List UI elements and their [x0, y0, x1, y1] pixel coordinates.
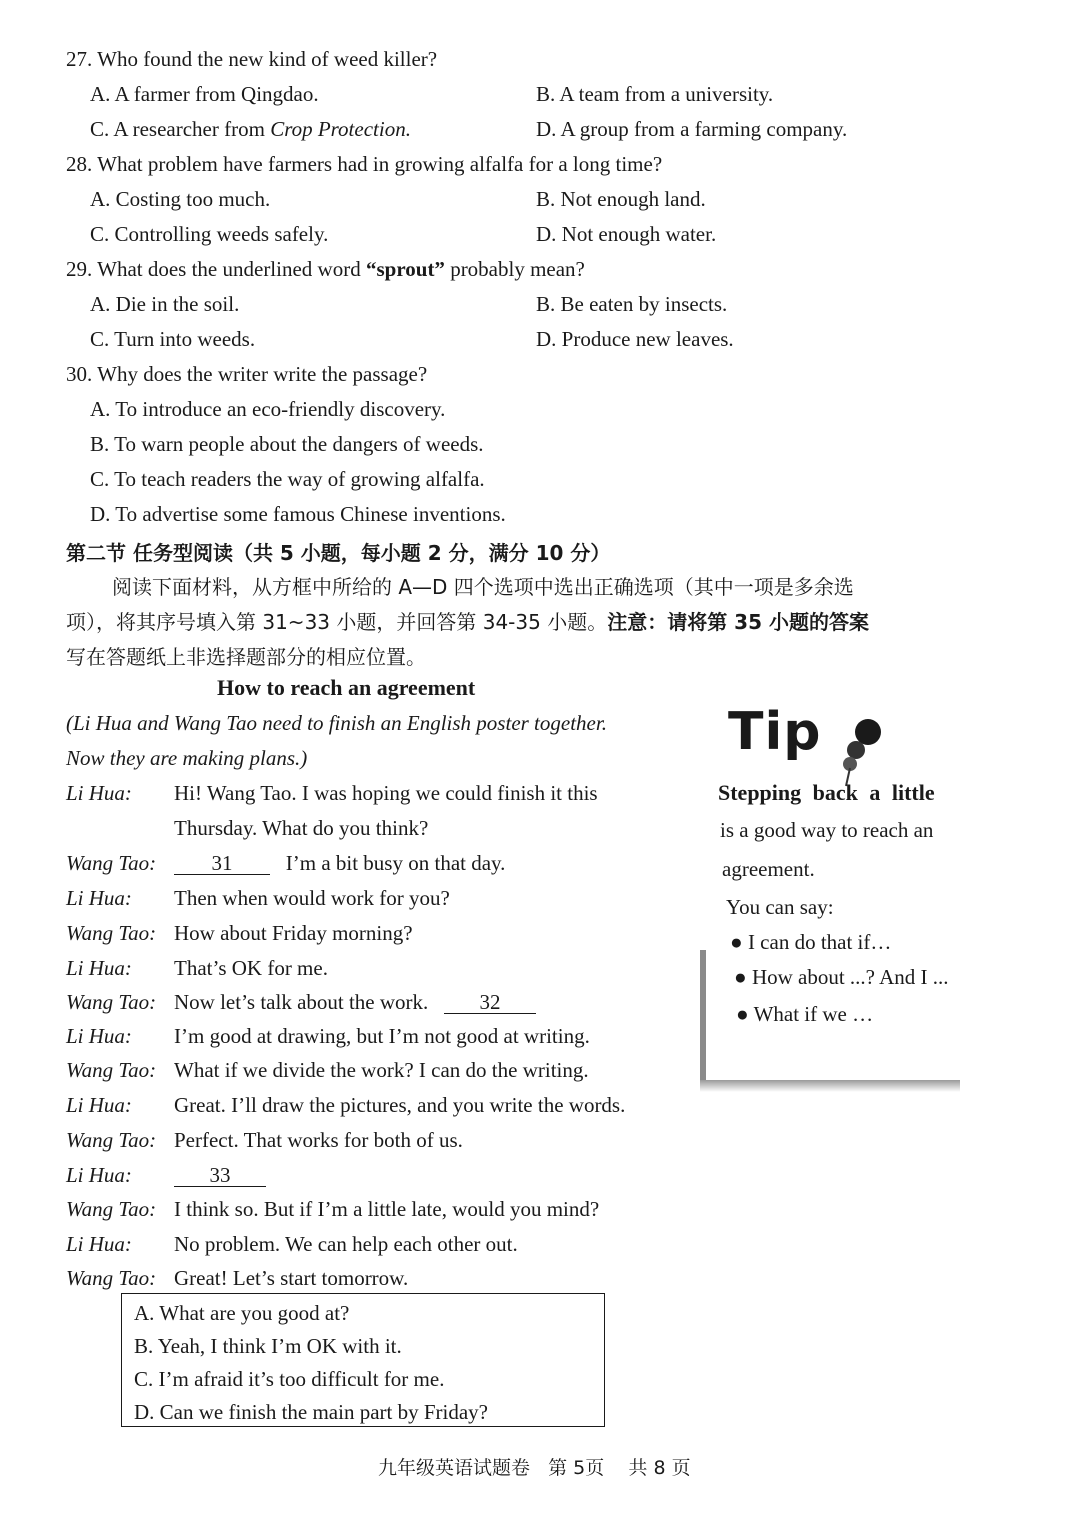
choice-d: D. Can we finish the main part by Friday?	[134, 1400, 489, 1424]
tip-title: Tip	[728, 702, 822, 762]
question-28-option-c: C. Controlling weeds safely.	[90, 222, 329, 246]
dialogue-text: Great. I’ll draw the pictures, and you write the words.	[174, 1093, 626, 1117]
question-30-option-b: B. To warn people about the dangers of weeds.	[90, 432, 484, 456]
dialogue-text-before-blank: Now let’s talk about the work.	[174, 990, 429, 1014]
question-27-option-b: B. A team from a university.	[536, 82, 774, 106]
question-29-option-d: D. Produce new leaves.	[536, 327, 734, 351]
dialogue-text: What if we divide the work? I can do the writing.	[174, 1058, 589, 1082]
question-29-option-a: A. Die in the soil.	[90, 292, 240, 316]
choices-box	[121, 1293, 605, 1427]
dialogue-speaker: Wang Tao:	[66, 1058, 157, 1082]
dialogue-speaker: Wang Tao:	[66, 921, 157, 945]
dialogue-text	[174, 851, 505, 876]
dialogue-speaker: Li Hua:	[66, 781, 132, 805]
question-29-keyword: “sprout”	[365, 257, 445, 281]
dialogue-text: Great! Let’s start tomorrow.	[174, 1266, 409, 1290]
tip-bullet: ● How about ...? And I ...	[734, 965, 949, 989]
dialogue-text: I’m good at drawing, but I’m not good at writing.	[174, 1024, 590, 1048]
dialogue-speaker: Li Hua:	[66, 956, 132, 980]
dialogue-speaker: Li Hua:	[66, 1093, 132, 1117]
passage-intro-line-2: Now they are making plans.)	[66, 746, 308, 770]
question-27-option-c-italic: Crop Protection.	[270, 117, 411, 141]
dialogue-text: That’s OK for me.	[174, 956, 328, 980]
tip-note-curl	[700, 1080, 960, 1092]
question-30-option-a: A. To introduce an eco-friendly discovery.	[90, 397, 446, 421]
dialogue-text-after-blank: I’m a bit busy on that day.	[285, 851, 506, 875]
tip-bullet: ● I can do that if…	[730, 930, 892, 954]
dialogue-text	[174, 1163, 266, 1188]
dialogue-speaker: Wang Tao:	[66, 990, 157, 1014]
dialogue-text: Hi! Wang Tao. I was hoping we could finish it this	[174, 781, 598, 805]
dialogue-speaker: Wang Tao:	[66, 1266, 157, 1290]
tip-line-3: You can say:	[726, 895, 834, 919]
question-27-option-c	[90, 117, 411, 142]
dialogue-speaker: Li Hua:	[66, 1232, 132, 1256]
tip-line-1: is a good way to reach an	[720, 818, 934, 842]
question-28-option-d: D. Not enough water.	[536, 222, 717, 246]
tip-note	[700, 700, 990, 1095]
question-30-option-d: D. To advertise some famous Chinese inventions.	[90, 502, 506, 526]
question-29-option-b: B. Be eaten by insects.	[536, 292, 728, 316]
passage-intro-line-1: (Li Hua and Wang Tao need to finish an English poster together.	[66, 711, 607, 735]
question-27-option-a: A. A farmer from Qingdao.	[90, 82, 319, 106]
dialogue-speaker: Wang Tao:	[66, 1128, 157, 1152]
tip-note-shadow	[700, 950, 706, 1090]
question-28-option-a: A. Costing too much.	[90, 187, 271, 211]
section-heading: 第二节 任务型阅读（共 5 小题，每小题 2 分，满分 10 分）	[66, 541, 611, 565]
dialogue-text: Perfect. That works for both of us.	[174, 1128, 463, 1152]
page-footer: 九年级英语试题卷 第 5页 共 8 页	[378, 1457, 691, 1479]
instruction-line-1: 阅读下面材料，从方框中所给的 A—D 四个选项中选出正确选项（其中一项是多余选	[112, 575, 854, 599]
tip-bullet: ● What if we …	[736, 1002, 874, 1026]
question-27-option-d: D. A group from a farming company.	[536, 117, 848, 141]
dialogue-text: No problem. We can help each other out.	[174, 1232, 518, 1256]
dialogue-text: Then when would work for you?	[174, 886, 450, 910]
dialogue-text: How about Friday morning?	[174, 921, 413, 945]
tip-bullet-text: I can do that if…	[747, 930, 892, 954]
tip-headline: Stepping back a little	[718, 780, 935, 805]
question-29-option-c: C. Turn into weeds.	[90, 327, 256, 351]
instruction-note: 注意：请将第 35 小题的答案	[607, 610, 869, 634]
dialogue-speaker: Li Hua:	[66, 1024, 132, 1048]
tip-bullet-text: How about ...? And I ...	[751, 965, 949, 989]
question-27-stem: 27. Who found the new kind of weed killer?	[66, 47, 438, 71]
choice-c: C. I’m afraid it’s too difficult for me.	[134, 1367, 445, 1391]
blank-33[interactable]: 33	[174, 1164, 266, 1187]
instruction-line-3: 写在答题纸上非选择题部分的相应位置。	[66, 645, 426, 669]
instruction-line-2	[66, 606, 869, 635]
dialogue-text: Thursday. What do you think?	[174, 816, 429, 840]
choice-a: A. What are you good at?	[134, 1301, 350, 1325]
blank-31[interactable]: 31	[174, 852, 270, 875]
question-30-stem: 30. Why does the writer write the passage?	[66, 362, 428, 386]
dialogue-text	[174, 990, 536, 1015]
instruction-line-2-text: 项），将其序号填入第 31~33 小题，并回答第 34-35 小题。	[66, 610, 608, 634]
dialogue-speaker: Li Hua:	[66, 1163, 132, 1187]
dialogue-speaker: Wang Tao:	[66, 1197, 157, 1221]
tip-line-2: agreement.	[722, 857, 815, 881]
passage-title: How to reach an agreement	[217, 675, 476, 700]
tip-bullet-text: What if we …	[753, 1002, 874, 1026]
question-29-stem-post: probably mean?	[444, 257, 585, 281]
question-29-stem	[66, 257, 585, 282]
dialogue-speaker: Li Hua:	[66, 886, 132, 910]
question-29-stem-pre: 29. What does the underlined word	[66, 257, 366, 281]
blank-32[interactable]: 32	[444, 991, 536, 1014]
choice-b: B. Yeah, I think I’m OK with it.	[134, 1334, 402, 1358]
dialogue-speaker: Wang Tao:	[66, 851, 157, 875]
dialogue-text: I think so. But if I’m a little late, would you mind?	[174, 1197, 600, 1221]
question-30-option-c: C. To teach readers the way of growing alfalfa.	[90, 467, 485, 491]
question-27-option-c-text: C. A researcher from	[90, 117, 271, 141]
question-28-option-b: B. Not enough land.	[536, 187, 706, 211]
question-28-stem: 28. What problem have farmers had in growing alfalfa for a long time?	[66, 152, 663, 176]
